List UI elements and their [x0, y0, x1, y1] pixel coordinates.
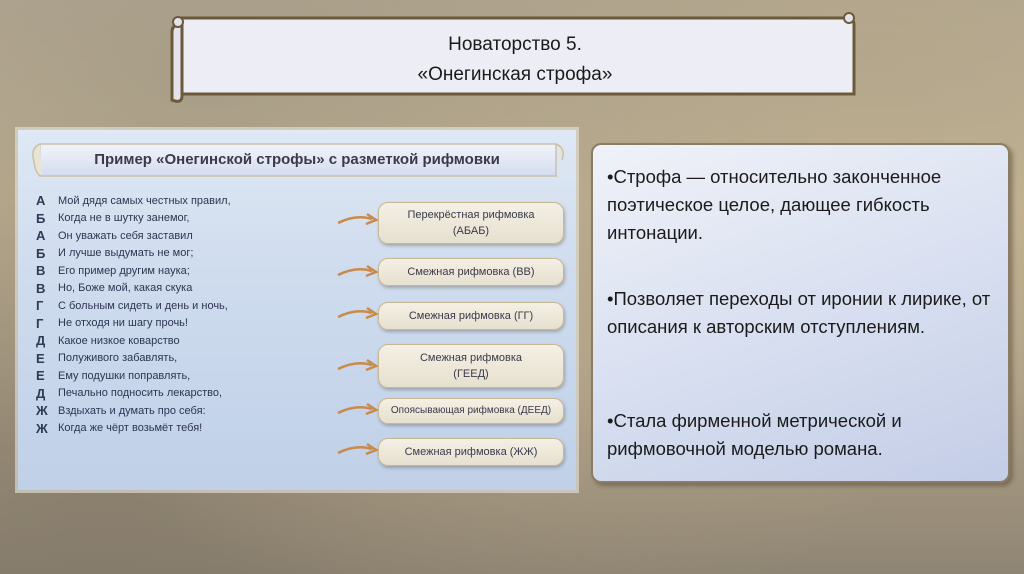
line-text: Ему подушки поправлять,	[58, 369, 191, 382]
line-text: Полуживого забавлять,	[58, 352, 178, 365]
rhyme-box-enclosing	[378, 398, 564, 424]
arrow-right-icon	[336, 264, 380, 280]
arrow-right-icon	[336, 358, 380, 374]
slide-title	[190, 24, 840, 96]
rhyme-letter: Е	[36, 368, 45, 384]
line-text: Его пример другим наука;	[58, 264, 190, 277]
line-text: Печально подносить лекарство,	[58, 387, 223, 400]
rhyme-letter: Г	[36, 298, 44, 314]
rhyme-box-adjacent-gg	[378, 302, 564, 330]
line-text: С больным сидеть и день и ночь,	[58, 299, 228, 312]
line-text: Не отходя ни шагу прочь!	[58, 317, 188, 330]
example-heading: Пример «Онегинской строфы» с разметкой рифмовки	[94, 150, 500, 168]
line-text: Вздыхать и думать про себя:	[58, 404, 206, 417]
arrow-right-icon	[336, 306, 380, 322]
example-heading-scroll	[28, 138, 566, 180]
rhyme-box-adjacent-geed	[378, 344, 564, 388]
stanza-line	[36, 350, 231, 368]
rhyme-letter: В	[36, 263, 46, 279]
stanza-line	[36, 420, 231, 438]
rhyme-letter: Б	[36, 245, 46, 261]
stanza-line	[36, 245, 231, 263]
line-text: Когда не в шутку занемог,	[58, 212, 190, 225]
stanza-line	[36, 385, 231, 403]
rhyme-letter: Г	[36, 315, 44, 331]
stanza-line	[36, 192, 231, 210]
line-text: Когда же чёрт возьмёт тебя!	[58, 422, 203, 435]
stanza-line	[36, 367, 231, 385]
title-line-1: Новаторство 5.	[448, 34, 582, 55]
rhyme-letter: Ж	[36, 403, 48, 419]
rhyme-box-label: Смежная рифмовка (ГГ)	[408, 310, 534, 322]
arrow-right-icon	[336, 212, 380, 228]
stanza-line	[36, 227, 231, 245]
arrow-right-icon	[336, 442, 380, 458]
line-text: Какое низкое коварство	[58, 334, 180, 347]
rhyme-letter: Д	[36, 385, 46, 401]
info-bullet: •Стала фирменной метрической и рифмовочной моделью романа.	[607, 410, 902, 459]
rhyme-box-cross	[378, 202, 564, 244]
rhyme-letter: Е	[36, 350, 45, 366]
stanza-lines	[36, 192, 231, 437]
info-bullet: •Позволяет переходы от иронии к лирике, от описания к авторским отступлениям.	[607, 288, 991, 337]
stanza-line	[36, 332, 231, 350]
rhyme-box-adjacent-vv	[378, 258, 564, 286]
arrow-right-icon	[336, 402, 380, 418]
rhyme-box-label: Перекрёстная рифмовка	[407, 209, 535, 221]
stanza-line	[36, 210, 231, 228]
stanza-line	[36, 315, 231, 333]
line-text: Он уважать себя заставил	[58, 229, 193, 242]
rhyme-letter: Б	[36, 210, 46, 226]
stanza-line	[36, 297, 231, 315]
rhyme-box-label: Смежная рифмовка (ВВ)	[407, 266, 535, 278]
line-text: И лучше выдумать не мог;	[58, 247, 194, 260]
rhyme-box-label: Опоясывающая рифмовка (ДЕЕД)	[390, 405, 552, 416]
rhyme-letter: А	[36, 193, 46, 209]
stanza-line	[36, 262, 231, 280]
rhyme-box-label: Смежная рифмовка	[419, 352, 523, 364]
rhyme-box-label: Смежная рифмовка (ЖЖ)	[404, 446, 538, 458]
rhyme-box-scheme: (АБАБ)	[452, 225, 490, 237]
stanza-line	[36, 280, 231, 298]
onegin-stanza-example-image	[18, 130, 576, 490]
stanza-info-panel	[591, 143, 1010, 483]
rhyme-box-adjacent-zhzh	[378, 438, 564, 466]
rhyme-letter: А	[36, 228, 46, 244]
rhyme-box-scheme: (ГЕЕД)	[453, 368, 489, 380]
stanza-line	[36, 402, 231, 420]
rhyme-letter: Д	[36, 333, 46, 349]
title-line-2: «Онегинская строфа»	[417, 64, 613, 85]
title-scroll-banner	[168, 12, 858, 104]
rhyme-letter: Ж	[36, 420, 48, 436]
rhyme-letter: В	[36, 280, 46, 296]
line-text: Мой дядя самых честных правил,	[58, 194, 231, 207]
info-bullet: •Строфа — относительно законченное поэтическое целое, дающее гибкость интонации.	[607, 166, 942, 243]
line-text: Но, Боже мой, какая скука	[58, 282, 193, 295]
